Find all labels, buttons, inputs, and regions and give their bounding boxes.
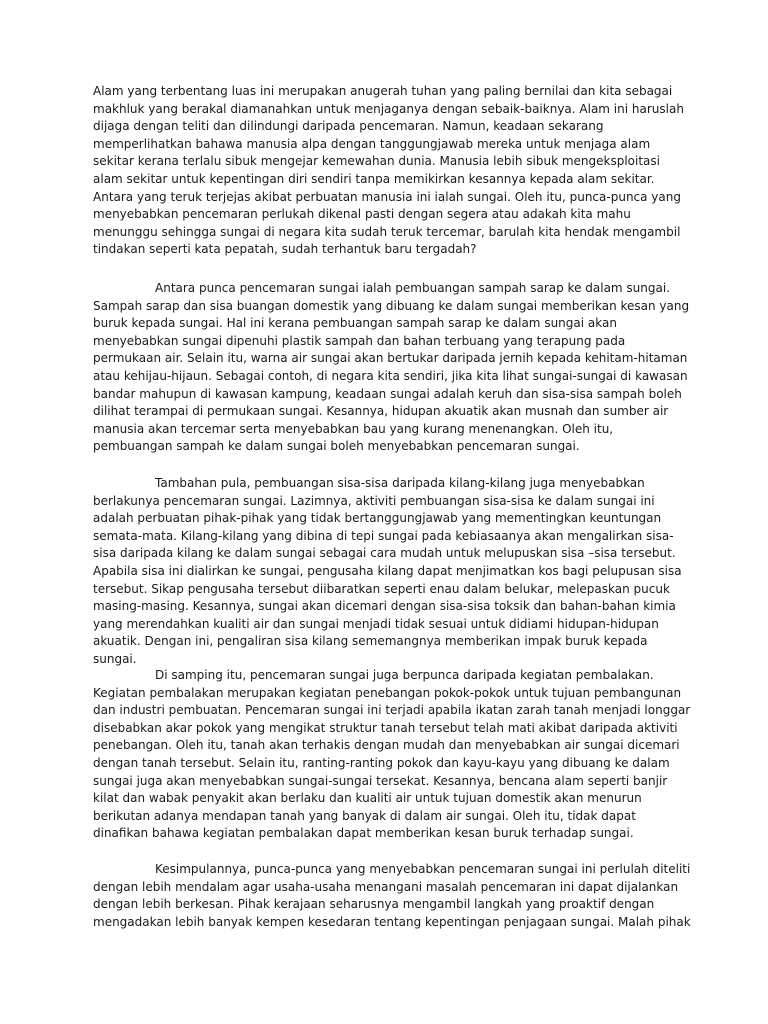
paragraph-introduction: Alam yang terbentang luas ini merupakan anugerah tuhan yang paling bernilai dan kita sebagai makhluk yang berakal diamanahkan untuk menjaganya dengan sebaik-baiknya. Alam ini haruslah dijaga dengan teliti dan dilindungi daripada pencemaran. Namun, keadaan sekarang memperlihatkan bahawa manusia alpa dengan tanggungjawab mereka untuk menjaga alam sekitar kerana terlalu sibuk mengejar kemewahan dunia. Manusia lebih sibuk mengeksploitasi alam sekitar untuk kepentingan diri sendiri tanpa memikirkan kesannya kepada alam sekitar. Antara yang teruk terjejas akibat perbuatan manusia ini ialah sungai. Oleh itu, punca-punca yang menyebabkan pencemaran perlukah dikenal pasti dengan segera atau adakah kita mahu menunggu sehingga sungai di negara kita sudah teruk tercemar, barulah kita hendak mengambil tindakan seperti kata pepatah, sudah terhantuk baru tergadah? [93, 84, 684, 257]
paragraph-conclusion: Kesimpulannya, punca-punca yang menyebabkan pencemaran sungai ini perlulah diteliti dengan lebih mendalam agar usaha-usaha menangani masalah pencemaran ini dapat dijalankan dengan lebih berkesan. Pihak kerajaan seharusnya mengambil langkah yang proaktif dengan mengadakan lebih banyak kempen kesedaran tentang kepentingan penjagaan sungai. Malah pihak [93, 862, 691, 929]
paragraph-factory-waste: Tambahan pula, pembuangan sisa-sisa daripada kilang-kilang juga menyebabkan berlakunya pencemaran sungai. Lazimnya, aktiviti pembuangan sisa-sisa ke dalam sungai ini adalah perbuatan pihak-pihak yang tidak bertanggungjawab yang mementingkan keuntungan semata-mata. Kilang-kilang yang dibina di tepi sungai pada kebiasaanya akan mengalirkan sisa-sisa daripada kilang ke dalam sungai sebagai cara mudah untuk melupuskan sisa –sisa tersebut. Apabila sisa ini dialirkan ke sungai, pengusaha kilang dapat menjimatkan kos bagi pelupusan sisa tersebut. Sikap pengusaha tersebut diibaratkan seperti enau dalam belukar, melepaskan pucuk masing-masing. Kesannya, sungai akan dicemari dengan sisa-sisa toksik dan bahan-bahan kimia yang merendahkan kualiti air dan sungai menjadi tidak sesuai untuk didiami hidupan-hidupan akuatik. Dengan ini, pengaliran sisa kilang sememangnya memberikan impak buruk kepada sungai. [93, 476, 682, 666]
paragraph-logging: Di samping itu, pencemaran sungai juga berpunca daripada kegiatan pembalakan. Kegiatan pembalakan merupakan kegiatan penebangan pokok-pokok untuk tujuan pembangunan dan industri pembuatan. Pencemaran sungai ini terjadi apabila ikatan zarah tanah menjadi longgar disebabkan akar pokok yang mengikat struktur tanah tersebut telah mati akibat daripada aktiviti penebangan. Oleh itu, tanah akan terhakis dengan mudah dan menyebabkan air sungai dicemari dengan tanah tersebut. Selain itu, ranting-ranting pokok dan kayu-kayu yang dibuang ke dalam sungai juga akan menyebabkan sungai-sungai tersekat. Kesannya, bencana alam seperti banjir kilat dan wabak penyakit akan berlaku dan kualiti air untuk tujuan domestik akan menurun berikutan adanya mendapan tanah yang banyak di dalam air sungai. Oleh itu, tidak dapat dinafikan bahawa kegiatan pembalakan dapat memberikan kesan buruk terhadap sungai. [93, 668, 691, 841]
paragraph-rubbish-dumping: Antara punca pencemaran sungai ialah pembuangan sampah sarap ke dalam sungai. Sampah sarap dan sisa buangan domestik yang dibuang ke dalam sungai memberikan kesan yang buruk kepada sungai. Hal ini kerana pembuangan sampah sarap ke dalam sungai akan menyebabkan sungai dipenuhi plastik sampah dan bahan terbuang yang terapung pada permukaan air. Selain itu, warna air sungai akan bertukar daripada jernih kepada kehitam-hitaman atau kehijau-hijaun. Sebagai contoh, di negara kita sendiri, jika kita lihat sungai-sungai di kawasan bandar mahupun di kawasan kampung, keadaan sungai adalah keruh dan sisa-sisa sampah boleh dilihat terampai di permukaan sungai. Kesannya, hidupan akuatik akan musnah dan sumber air manusia akan tercemar serta menyebabkan bau yang kurang menenangkan. Oleh itu, pembuangan sampah ke dalam sungai boleh menyebabkan pencemaran sungai. [93, 281, 690, 454]
